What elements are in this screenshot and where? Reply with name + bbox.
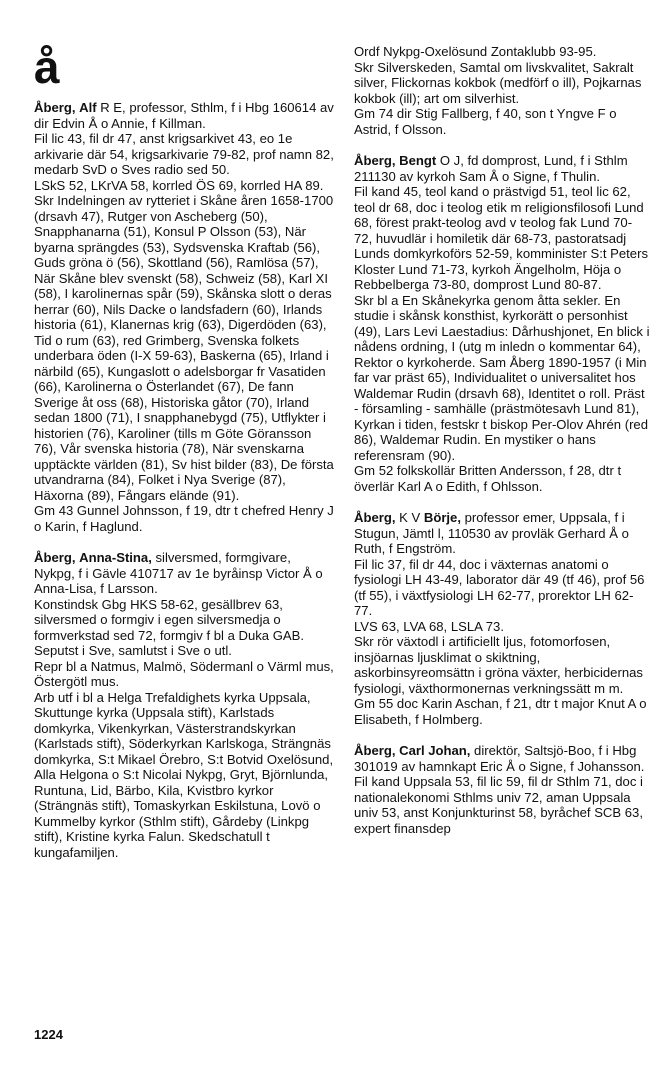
- section-letter: å: [34, 41, 60, 93]
- entry-header: [354, 510, 650, 557]
- entry-paragraph: LVS 63, LVA 68, LSLA 73.: [354, 618, 504, 634]
- entry-initials: K V: [395, 510, 424, 525]
- entry-paragraph: Konstindsk Gbg HKS 58-62, gesällbrev 63, silversmed o formgiv i egen silversmedja o formverkstad sed 72, formgiv f bl a Duka GAB.: [34, 596, 304, 643]
- left-column: [34, 0, 334, 876]
- entry-surname: Åberg,: [354, 153, 396, 168]
- entry-paragraph: Gm 52 folkskollär Britten Andersson, f 28, dtr t överlär Karl A o Edith, f Ohlsson.: [354, 463, 622, 494]
- entry-carl-johan-aberg: [354, 743, 650, 836]
- entry-surname: Åberg,: [354, 510, 396, 525]
- entry-header: [34, 100, 334, 131]
- entry-given-name: Bengt: [399, 153, 437, 168]
- entry-intro: direktör, Saltsjö-Boo, f i Hbg 301019 av hamnkapt Eric Å o Signe, f Johansson.: [354, 743, 645, 774]
- entry-alf-aberg: [34, 100, 334, 534]
- entry-paragraph: Skr Indelningen av rytteriet i Skåne åren 1658-1700 (drsavh 47), Rutger von Ascheberg (50), Snapphanarna (51), Konsul P Olsson (53), När byarna sprängdes (53), Sydsvenska Kraftab (56), Guds gröna ö (56), Skottland (56), Ramlösa (57), När Skåne blev svenskt (58), Schweiz (58), Karl XI (58), I karolinernas spår (59), Skånska slott o deras herrar (60), Nils Dacke o landsfadern (60), Irlands historia (61), Klanernas krig (63), Digerdöden (63), Tid o rum (63), red Grimberg, Svenska folkets underbara öden (I-X 59-63), Baskerna (65), Irland i närbild (65), Kungaslott o adelsborgar fr Vasatiden (66), Karolinerna o Österlandet (67), De fann Sverige åt oss (68), Historiska gåtor (70), Irland sedan 1800 (71), I snapphanebygd (75), Utflykter i historien (76), Karoliner (tills m Göte Göransson 76), Vår svenska historia (78), När svenskarna upptäckte världen (81), Sv hist bilder (83), De första utvandrarna (84), Folket i Nya Sverige (87), Häxorna (89), Fångars elände (91).: [34, 193, 334, 503]
- page-number: 1224: [34, 1027, 63, 1042]
- entry-intro: silversmed, formgivare, Nykpg, f i Gävle 410717 av 1e byråinsp Victor Å o Anna-Lisa, f Larsson.: [34, 550, 323, 596]
- entry-borje-aberg: [354, 510, 650, 727]
- entry-surname: Åberg,: [354, 743, 396, 758]
- entry-paragraph: Gm 74 dir Stig Fallberg, f 40, son t Yngve F o Astrid, f Olsson.: [354, 106, 617, 137]
- entry-paragraph: Gm 43 Gunnel Johnsson, f 19, dtr t chefred Henry J o Karin, f Haglund.: [34, 503, 334, 534]
- right-column: [354, 44, 650, 852]
- entry-paragraph: Skr rör växtodl i artificiellt ljus, fotomorfosen, insjöarnas ljusklimat o skiktning, askorbinsyreomsättn i gröna växter, herbicidernas fysiologi, växthormonernas verkningssätt m m.: [354, 634, 643, 696]
- entry-given-name: Carl Johan,: [399, 743, 471, 758]
- entry-paragraph: Gm 55 doc Karin Aschan, f 21, dtr t major Knut A o Elisabeth, f Holmberg.: [354, 696, 647, 727]
- entry-paragraph: Seputst i Sve, samlutst i Sve o utl.: [34, 643, 232, 658]
- entry-paragraph: Fil kand Uppsala 53, fil lic 59, fil dr Sthlm 71, doc i nationalekonomi Sthlms univ 72, aman Uppsala univ 53, anst Konjunkturinst 58, byråchef SCB 63, expert finansdep: [354, 774, 643, 836]
- entry-paragraph: Ordf Nykpg-Oxelösund Zontaklubb 93-95.: [354, 44, 597, 59]
- entry-paragraph: LSkS 52, LKrVA 58, korrled ÖS 69, korrled HA 89.: [34, 177, 324, 193]
- entry-paragraph: Repr bl a Natmus, Malmö, Södermanl o Värml mus, Östergötl mus.: [34, 658, 334, 689]
- entry-paragraph: Fil kand 45, teol kand o prästvigd 51, teol lic 62, teol dr 68, doc i teolog etik m religionsfilosofi Lund 68, förest prakt-teolog avd v teolog fak Lund 70-72, huvudlär i homiletik där 68-73, pastoratsadj Lunds domkyrkoförs 52-59, komminister S:t Peters Kloster Lund 71-73, kyrkoh Ängelholm, Höja o Rebbelberga 73-80, domprost Lund 80-87.: [354, 184, 648, 292]
- entry-paragraph: Skr bl a En Skånekyrka genom åtta sekler. En studie i skånsk konsthist, kyrkorätt o personhist (49), Lars Levi Laestadius: Dårhushjonet, En blick i nådens ordning, I (utg m inledn o kommentar 64), Rektor o kyrkoherde. Sam Åberg 1890-1957 (i Min far var präst 65), Individualitet o universalitet hos Waldemar Rudin (drsavh 68), Identitet o roll. Präst - församling - samhälle (prästmötesavh Lund 81), Kyrkan i tiden, festskr t biskop Per-Olov Ahrén (red 86), Waldemar Rudin. En mystiker o hans referensram (90).: [354, 292, 650, 463]
- entry-paragraph: Skr Silverskeden, Samtal om livskvalitet, Sakralt silver, Flickornas kokbok (medförf o ill), Pojkarnas kokbok (ill); art om silverhist.: [354, 59, 642, 106]
- entry-bengt-aberg: [354, 153, 650, 494]
- entry-paragraph: Fil lic 37, fil dr 44, doc i växternas anatomi o fysiologi LH 43-49, laborator där 49 (tf 46), prof 56 (tf 55), i växtfysiologi LH 62-77, prorektor LH 62-77.: [354, 556, 645, 618]
- entry-intro: professor emer, Uppsala, f i Stugun, Jämtl l, 110530 av provläk Gerhard Å o Ruth, f Engström.: [354, 510, 629, 556]
- entry-given-name: Anna-Stina,: [79, 550, 152, 565]
- entry-intro: O J, fd domprost, Lund, f i Sthlm 211130 av kyrkoh Sam Å o Signe, f Thulin.: [354, 153, 628, 184]
- entry-given-name: Börje,: [423, 510, 461, 525]
- entry-paragraph: Fil lic 43, fil dr 47, anst krigsarkivet 43, eo 1e arkivarie där 54, krigsarkivarie 79-82, prof namn 82, medarb SvD o Sves radio sed 50.: [34, 131, 334, 177]
- entry-paragraph-continued: Arb utf i bl a Helga Trefaldighets kyrka Uppsala, Skuttunge kyrka (Uppsala stift), Karlstads domkyrka, Vikenkyrkan, Västerstrandskyrkan (Karlstads stift), Söderkyrkan Karlskoga, Strängnäs domkyrka, S:t Mikael Örebro, S:t Botvid Oxelösund, Alla Helgona o S:t Nicolai Nykpg, Gryt, Björnlunda, Runtuna, Lid, Bärbo, Kila, Kvistbro kyrkor (Strängnäs stift), Tomaskyrkan Eskilstuna, Lovö o Kummelby kyrkor (Sthlm stift), Gårdeby (Linkpg stift), Kristine kyrka Falun. Skedschatull t kungafamiljen.: [34, 689, 334, 860]
- entry-surname: Åberg,: [34, 550, 76, 565]
- entry-header: [354, 743, 650, 774]
- entry-header: [354, 153, 650, 184]
- entry-intro: R E, professor, Sthlm, f i Hbg 160614 av dir Edvin Å o Annie, f Killman.: [34, 100, 334, 131]
- entry-header: [34, 550, 334, 597]
- entry-anna-stina-aberg: [34, 550, 334, 860]
- entry-given-name: Alf: [79, 100, 97, 115]
- entry-surname: Åberg,: [34, 100, 76, 115]
- entry-anna-stina-aberg-continued: [354, 44, 650, 137]
